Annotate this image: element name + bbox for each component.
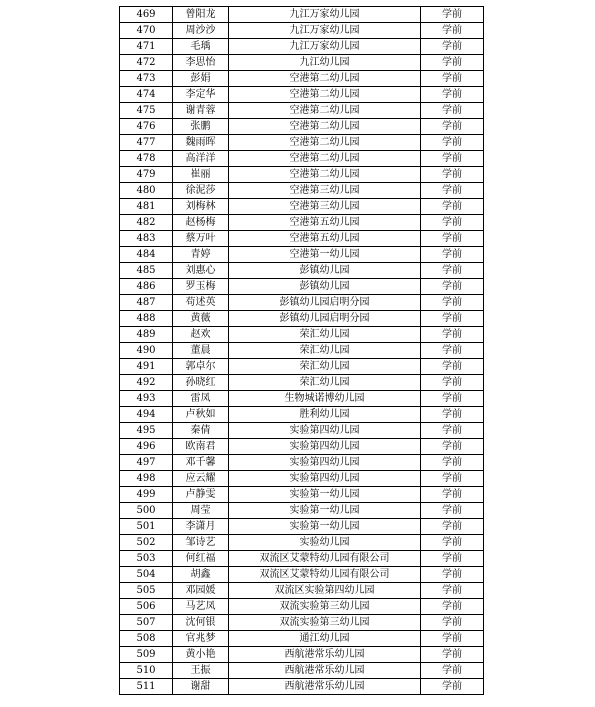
row-number-cell: 506 <box>120 599 173 615</box>
school-name-cell: 实验第四幼儿园 <box>229 439 421 455</box>
row-number-cell: 491 <box>120 359 173 375</box>
school-name-cell: 双流区实验第四幼儿园 <box>229 583 421 599</box>
education-stage-cell: 学前 <box>421 647 484 663</box>
education-stage-cell: 学前 <box>421 247 484 263</box>
education-stage-cell: 学前 <box>421 279 484 295</box>
roster-table <box>119 6 484 695</box>
person-name-cell: 谢甜 <box>173 679 229 695</box>
table-row <box>120 535 484 551</box>
school-name-cell: 实验第一幼儿园 <box>229 519 421 535</box>
row-number-cell: 482 <box>120 215 173 231</box>
education-stage-cell: 学前 <box>421 423 484 439</box>
school-name-cell: 彭镇幼儿园启明分园 <box>229 295 421 311</box>
person-name-cell: 欧南君 <box>173 439 229 455</box>
row-number-cell: 480 <box>120 183 173 199</box>
person-name-cell: 高洋洋 <box>173 151 229 167</box>
row-number-cell: 492 <box>120 375 173 391</box>
school-name-cell: 实验第一幼儿园 <box>229 503 421 519</box>
education-stage-cell: 学前 <box>421 439 484 455</box>
row-number-cell: 489 <box>120 327 173 343</box>
roster-table-body <box>120 7 484 695</box>
row-number-cell: 488 <box>120 311 173 327</box>
table-row <box>120 407 484 423</box>
school-name-cell: 西航港常乐幼儿园 <box>229 647 421 663</box>
education-stage-cell: 学前 <box>421 391 484 407</box>
table-row <box>120 583 484 599</box>
table-row <box>120 327 484 343</box>
school-name-cell: 西航港常乐幼儿园 <box>229 663 421 679</box>
row-number-cell: 505 <box>120 583 173 599</box>
education-stage-cell: 学前 <box>421 375 484 391</box>
table-row <box>120 183 484 199</box>
education-stage-cell: 学前 <box>421 55 484 71</box>
table-row <box>120 359 484 375</box>
school-name-cell: 通江幼儿园 <box>229 631 421 647</box>
school-name-cell: 荣汇幼儿园 <box>229 327 421 343</box>
education-stage-cell: 学前 <box>421 71 484 87</box>
person-name-cell: 邹诗艺 <box>173 535 229 551</box>
table-row <box>120 647 484 663</box>
person-name-cell: 罗玉梅 <box>173 279 229 295</box>
person-name-cell: 雷凤 <box>173 391 229 407</box>
education-stage-cell: 学前 <box>421 215 484 231</box>
row-number-cell: 496 <box>120 439 173 455</box>
table-row <box>120 7 484 23</box>
table-row <box>120 679 484 695</box>
table-row <box>120 135 484 151</box>
table-row <box>120 119 484 135</box>
education-stage-cell: 学前 <box>421 567 484 583</box>
school-name-cell: 彭镇幼儿园 <box>229 279 421 295</box>
person-name-cell: 何红福 <box>173 551 229 567</box>
person-name-cell: 周沙沙 <box>173 23 229 39</box>
row-number-cell: 511 <box>120 679 173 695</box>
row-number-cell: 476 <box>120 119 173 135</box>
table-row <box>120 151 484 167</box>
table-row <box>120 503 484 519</box>
education-stage-cell: 学前 <box>421 119 484 135</box>
education-stage-cell: 学前 <box>421 7 484 23</box>
person-name-cell: 李思怡 <box>173 55 229 71</box>
school-name-cell: 空港第二幼儿园 <box>229 135 421 151</box>
education-stage-cell: 学前 <box>421 103 484 119</box>
education-stage-cell: 学前 <box>421 327 484 343</box>
education-stage-cell: 学前 <box>421 151 484 167</box>
school-name-cell: 彭镇幼儿园 <box>229 263 421 279</box>
table-row <box>120 423 484 439</box>
school-name-cell: 胜利幼儿园 <box>229 407 421 423</box>
school-name-cell: 空港第二幼儿园 <box>229 151 421 167</box>
row-number-cell: 475 <box>120 103 173 119</box>
table-row <box>120 663 484 679</box>
school-name-cell: 双流实验第三幼儿园 <box>229 615 421 631</box>
table-row <box>120 87 484 103</box>
person-name-cell: 赵杨梅 <box>173 215 229 231</box>
education-stage-cell: 学前 <box>421 23 484 39</box>
table-row <box>120 615 484 631</box>
table-row <box>120 567 484 583</box>
person-name-cell: 李定华 <box>173 87 229 103</box>
person-name-cell: 胡鑫 <box>173 567 229 583</box>
person-name-cell: 崔丽 <box>173 167 229 183</box>
row-number-cell: 471 <box>120 39 173 55</box>
education-stage-cell: 学前 <box>421 631 484 647</box>
table-row <box>120 375 484 391</box>
education-stage-cell: 学前 <box>421 359 484 375</box>
school-name-cell: 双流区艾蒙特幼儿园有限公司 <box>229 551 421 567</box>
table-row <box>120 279 484 295</box>
row-number-cell: 507 <box>120 615 173 631</box>
row-number-cell: 473 <box>120 71 173 87</box>
school-name-cell: 空港第二幼儿园 <box>229 119 421 135</box>
row-number-cell: 479 <box>120 167 173 183</box>
person-name-cell: 苟述英 <box>173 295 229 311</box>
school-name-cell: 空港第三幼儿园 <box>229 199 421 215</box>
row-number-cell: 493 <box>120 391 173 407</box>
person-name-cell: 魏雨晖 <box>173 135 229 151</box>
row-number-cell: 510 <box>120 663 173 679</box>
table-row <box>120 455 484 471</box>
person-name-cell: 曾阳龙 <box>173 7 229 23</box>
person-name-cell: 青婷 <box>173 247 229 263</box>
education-stage-cell: 学前 <box>421 87 484 103</box>
row-number-cell: 502 <box>120 535 173 551</box>
person-name-cell: 孙晓红 <box>173 375 229 391</box>
row-number-cell: 499 <box>120 487 173 503</box>
row-number-cell: 483 <box>120 231 173 247</box>
education-stage-cell: 学前 <box>421 487 484 503</box>
person-name-cell: 彭娟 <box>173 71 229 87</box>
school-name-cell: 空港第一幼儿园 <box>229 247 421 263</box>
education-stage-cell: 学前 <box>421 471 484 487</box>
row-number-cell: 509 <box>120 647 173 663</box>
school-name-cell: 空港第五幼儿园 <box>229 215 421 231</box>
person-name-cell: 李潇月 <box>173 519 229 535</box>
row-number-cell: 469 <box>120 7 173 23</box>
school-name-cell: 荣汇幼儿园 <box>229 359 421 375</box>
education-stage-cell: 学前 <box>421 39 484 55</box>
education-stage-cell: 学前 <box>421 519 484 535</box>
row-number-cell: 490 <box>120 343 173 359</box>
education-stage-cell: 学前 <box>421 407 484 423</box>
person-name-cell: 王振 <box>173 663 229 679</box>
school-name-cell: 空港第二幼儿园 <box>229 87 421 103</box>
person-name-cell: 邓园媛 <box>173 583 229 599</box>
row-number-cell: 484 <box>120 247 173 263</box>
row-number-cell: 474 <box>120 87 173 103</box>
education-stage-cell: 学前 <box>421 199 484 215</box>
row-number-cell: 472 <box>120 55 173 71</box>
row-number-cell: 470 <box>120 23 173 39</box>
table-row <box>120 167 484 183</box>
table-row <box>120 551 484 567</box>
row-number-cell: 500 <box>120 503 173 519</box>
person-name-cell: 董晨 <box>173 343 229 359</box>
table-row <box>120 519 484 535</box>
person-name-cell: 周莹 <box>173 503 229 519</box>
school-name-cell: 九江万家幼儿园 <box>229 7 421 23</box>
row-number-cell: 481 <box>120 199 173 215</box>
row-number-cell: 485 <box>120 263 173 279</box>
school-name-cell: 空港第二幼儿园 <box>229 103 421 119</box>
person-name-cell: 卢静雯 <box>173 487 229 503</box>
row-number-cell: 508 <box>120 631 173 647</box>
school-name-cell: 空港第五幼儿园 <box>229 231 421 247</box>
education-stage-cell: 学前 <box>421 295 484 311</box>
school-name-cell: 九江万家幼儿园 <box>229 23 421 39</box>
school-name-cell: 九江幼儿园 <box>229 55 421 71</box>
person-name-cell: 徐泥莎 <box>173 183 229 199</box>
table-row <box>120 471 484 487</box>
school-name-cell: 空港第二幼儿园 <box>229 71 421 87</box>
person-name-cell: 黄小艳 <box>173 647 229 663</box>
school-name-cell: 西航港常乐幼儿园 <box>229 679 421 695</box>
education-stage-cell: 学前 <box>421 551 484 567</box>
person-name-cell: 邓千馨 <box>173 455 229 471</box>
education-stage-cell: 学前 <box>421 135 484 151</box>
education-stage-cell: 学前 <box>421 503 484 519</box>
table-row <box>120 231 484 247</box>
table-row <box>120 55 484 71</box>
education-stage-cell: 学前 <box>421 535 484 551</box>
table-row <box>120 631 484 647</box>
person-name-cell: 郭卓尔 <box>173 359 229 375</box>
person-name-cell: 刘梅林 <box>173 199 229 215</box>
table-row <box>120 343 484 359</box>
school-name-cell: 实验第四幼儿园 <box>229 455 421 471</box>
table-row <box>120 39 484 55</box>
person-name-cell: 谢青蓉 <box>173 103 229 119</box>
school-name-cell: 双流实验第三幼儿园 <box>229 599 421 615</box>
row-number-cell: 501 <box>120 519 173 535</box>
table-row <box>120 311 484 327</box>
row-number-cell: 497 <box>120 455 173 471</box>
table-row <box>120 263 484 279</box>
school-name-cell: 彭镇幼儿园启明分园 <box>229 311 421 327</box>
education-stage-cell: 学前 <box>421 599 484 615</box>
education-stage-cell: 学前 <box>421 167 484 183</box>
school-name-cell: 荣汇幼儿园 <box>229 343 421 359</box>
education-stage-cell: 学前 <box>421 231 484 247</box>
person-name-cell: 应云耀 <box>173 471 229 487</box>
school-name-cell: 空港第三幼儿园 <box>229 183 421 199</box>
school-name-cell: 实验第四幼儿园 <box>229 471 421 487</box>
person-name-cell: 卢秋如 <box>173 407 229 423</box>
table-row <box>120 247 484 263</box>
table-row <box>120 487 484 503</box>
person-name-cell: 蔡万叶 <box>173 231 229 247</box>
table-row <box>120 23 484 39</box>
education-stage-cell: 学前 <box>421 263 484 279</box>
education-stage-cell: 学前 <box>421 455 484 471</box>
school-name-cell: 实验幼儿园 <box>229 535 421 551</box>
education-stage-cell: 学前 <box>421 615 484 631</box>
education-stage-cell: 学前 <box>421 663 484 679</box>
table-row <box>120 103 484 119</box>
education-stage-cell: 学前 <box>421 679 484 695</box>
person-name-cell: 官兆梦 <box>173 631 229 647</box>
education-stage-cell: 学前 <box>421 311 484 327</box>
row-number-cell: 486 <box>120 279 173 295</box>
school-name-cell: 九江万家幼儿园 <box>229 39 421 55</box>
table-row <box>120 295 484 311</box>
row-number-cell: 477 <box>120 135 173 151</box>
table-row <box>120 391 484 407</box>
education-stage-cell: 学前 <box>421 583 484 599</box>
row-number-cell: 503 <box>120 551 173 567</box>
table-row <box>120 199 484 215</box>
row-number-cell: 498 <box>120 471 173 487</box>
row-number-cell: 494 <box>120 407 173 423</box>
table-row <box>120 71 484 87</box>
person-name-cell: 秦倩 <box>173 423 229 439</box>
person-name-cell: 黄薇 <box>173 311 229 327</box>
school-name-cell: 生物城诺博幼儿园 <box>229 391 421 407</box>
person-name-cell: 刘惠心 <box>173 263 229 279</box>
school-name-cell: 空港第二幼儿园 <box>229 167 421 183</box>
table-row <box>120 215 484 231</box>
table-row <box>120 599 484 615</box>
table-row <box>120 439 484 455</box>
person-name-cell: 沈何银 <box>173 615 229 631</box>
school-name-cell: 实验第一幼儿园 <box>229 487 421 503</box>
row-number-cell: 487 <box>120 295 173 311</box>
school-name-cell: 双流区艾蒙特幼儿园有限公司 <box>229 567 421 583</box>
person-name-cell: 马艺凤 <box>173 599 229 615</box>
education-stage-cell: 学前 <box>421 343 484 359</box>
school-name-cell: 荣汇幼儿园 <box>229 375 421 391</box>
person-name-cell: 毛瑀 <box>173 39 229 55</box>
row-number-cell: 495 <box>120 423 173 439</box>
person-name-cell: 张鹏 <box>173 119 229 135</box>
roster-sheet <box>119 6 483 695</box>
school-name-cell: 实验第四幼儿园 <box>229 423 421 439</box>
person-name-cell: 赵欢 <box>173 327 229 343</box>
row-number-cell: 504 <box>120 567 173 583</box>
row-number-cell: 478 <box>120 151 173 167</box>
education-stage-cell: 学前 <box>421 183 484 199</box>
